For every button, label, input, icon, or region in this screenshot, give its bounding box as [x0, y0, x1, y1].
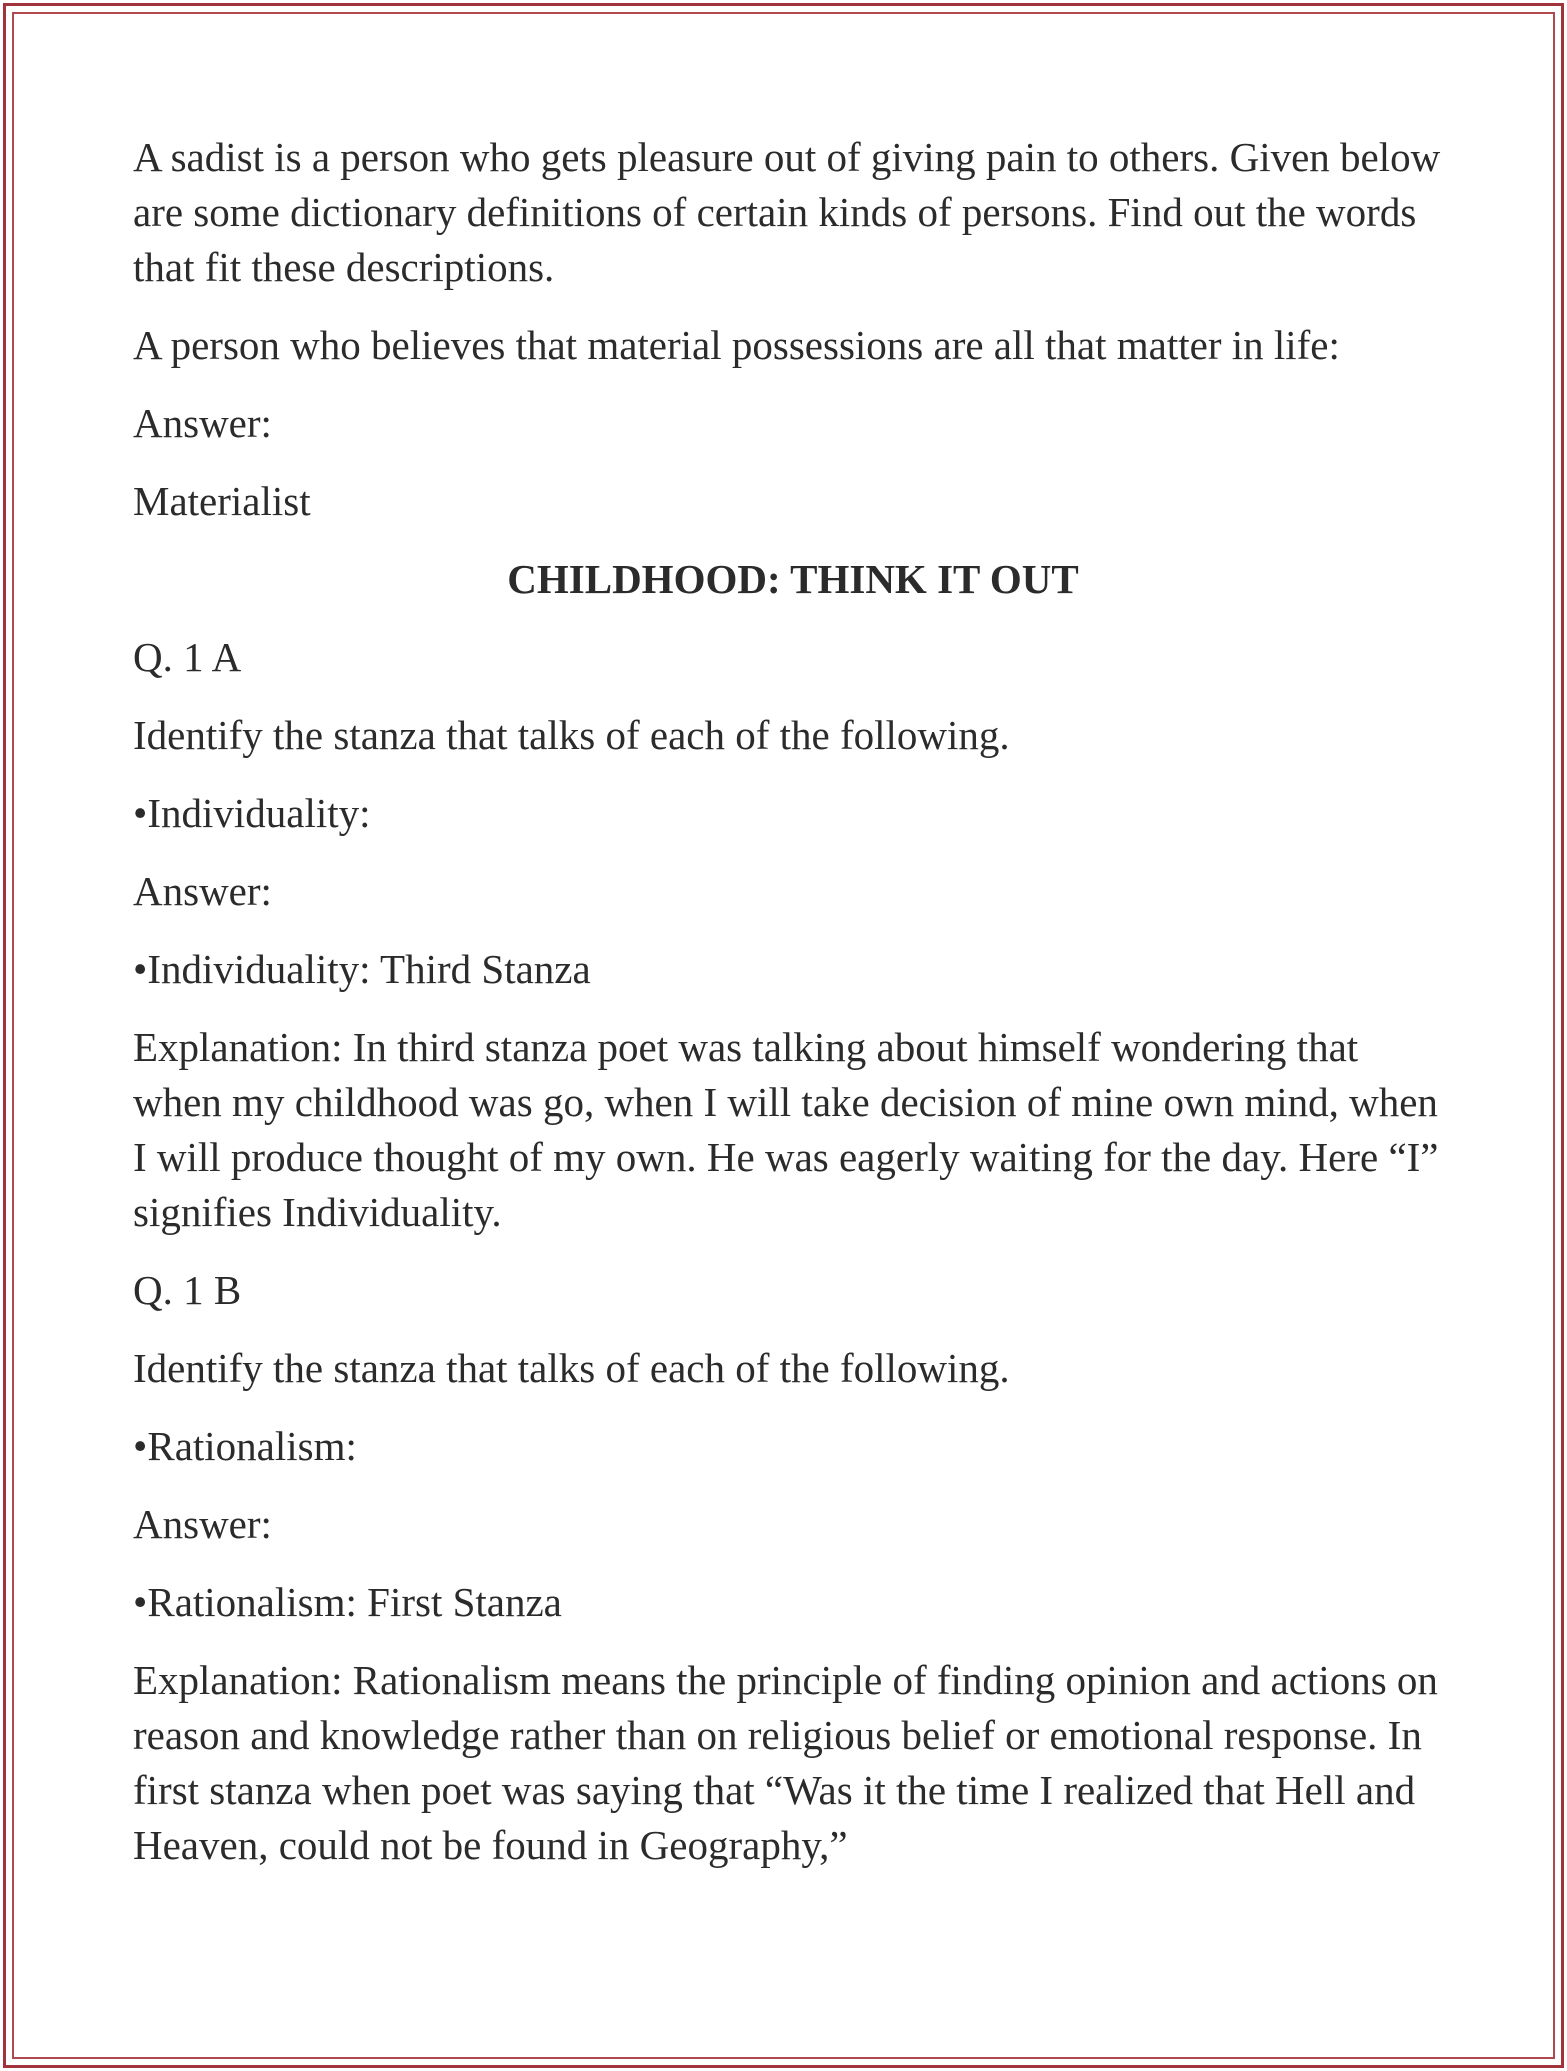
q1a-answer: •Individuality: Third Stanza: [133, 946, 591, 992]
q1a-item: •Individuality:: [133, 790, 371, 836]
intro-answer-label: Answer:: [133, 400, 272, 446]
q1a-label: Q. 1 A: [133, 634, 242, 680]
intro-answer: Materialist: [133, 478, 311, 524]
q1b-item: •Rationalism:: [133, 1423, 357, 1469]
q1b-explanation: Explanation: Rationalism means the principle of finding opinion and actions on reason and knowledge rather than on religious belief or emotional response. In first stanza when poet was saying that “Was it the time I realized that Hell and Heaven, could not be found in Geography,”: [133, 1657, 1438, 1868]
intro-question: A person who believes that material possessions are all that matter in life:: [133, 322, 1340, 368]
intro-paragraph: A sadist is a person who gets pleasure out of giving pain to others. Given below are some dictionary definitions of certain kinds of persons. Find out the words that fit these descriptions.: [133, 134, 1441, 290]
q1a-prompt: Identify the stanza that talks of each of the following.: [133, 712, 1010, 758]
q1b-label: Q. 1 B: [133, 1267, 242, 1313]
q1a-explanation: Explanation: In third stanza poet was talking about himself wondering that when my childhood was go, when I will take decision of mine own mind, when I will produce thought of my own. He was eagerly waiting for the day. Here “I” signifies Individuality.: [133, 1024, 1439, 1235]
document-body: [133, 130, 1453, 1896]
q1a-answer-label: Answer:: [133, 868, 272, 914]
q1b-answer: •Rationalism: First Stanza: [133, 1579, 562, 1625]
section-title: CHILDHOOD: THINK IT OUT: [507, 556, 1079, 602]
q1b-answer-label: Answer:: [133, 1501, 272, 1547]
q1b-prompt: Identify the stanza that talks of each of the following.: [133, 1345, 1010, 1391]
